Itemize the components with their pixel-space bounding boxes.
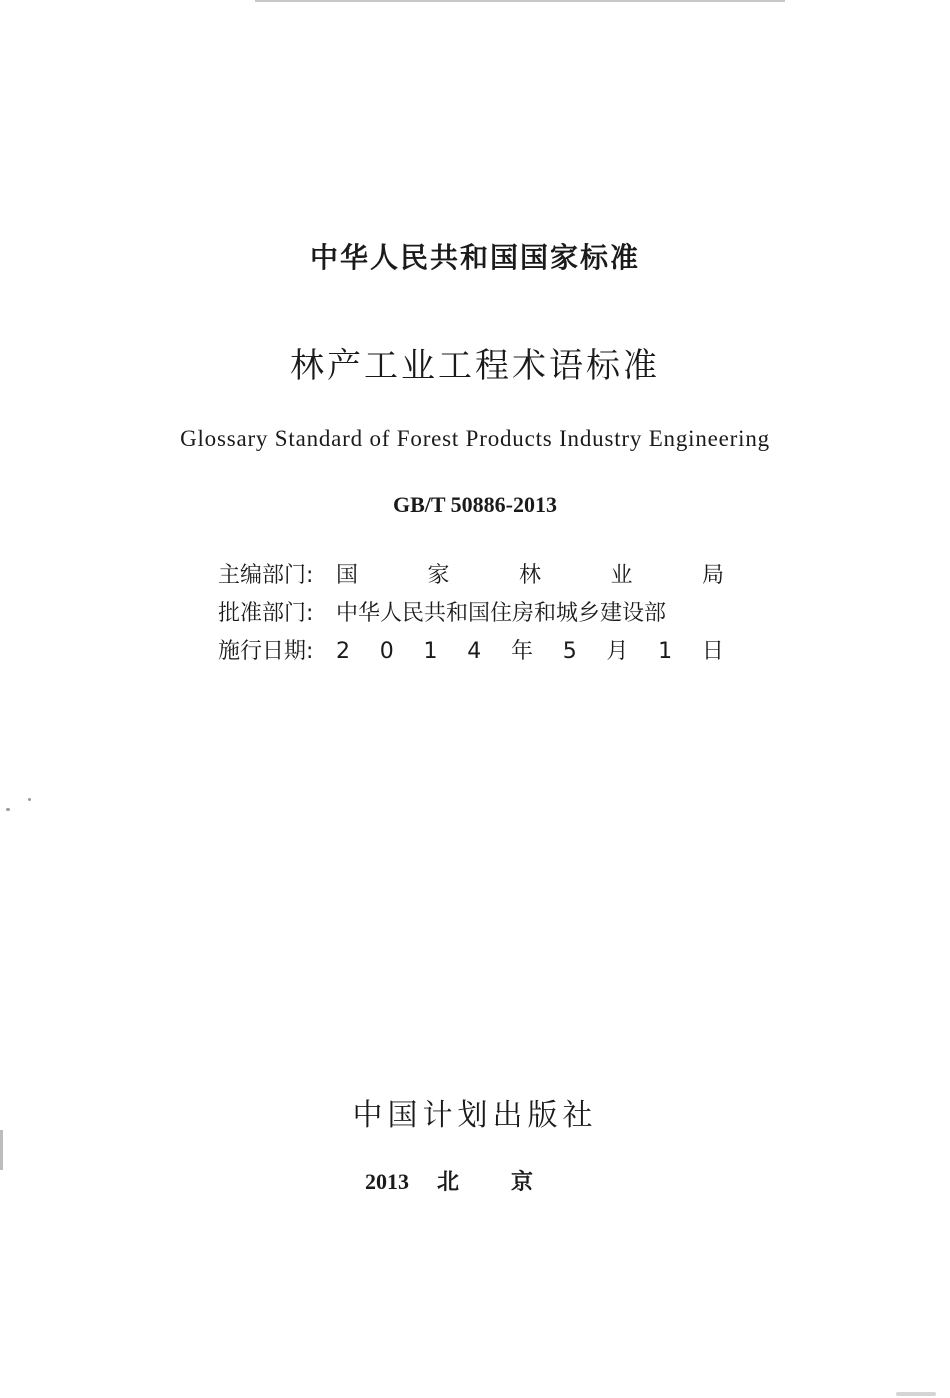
approver-label: 批准部门: — [218, 601, 314, 626]
effective-date-value — [336, 633, 724, 671]
effective-date-char: 年 — [510, 639, 533, 664]
chief-editor-label: 主编部门: — [218, 563, 314, 588]
publisher-name: 中国计划出版社 — [352, 1098, 598, 1133]
effective-date-char: 0 — [379, 639, 394, 664]
chief-editor-char: 局 — [701, 563, 724, 588]
publication-place — [0, 1165, 950, 1196]
effective-date-label: 施行日期: — [218, 639, 314, 664]
effective-date-char: 2 — [336, 639, 350, 664]
chief-editor-char: 林 — [518, 563, 541, 588]
chief-editor-row — [218, 557, 738, 595]
chief-editor-char: 业 — [610, 563, 633, 588]
effective-date-char: 5 — [562, 639, 577, 664]
chief-editor-value — [336, 557, 724, 595]
scan-edge-mark — [0, 1130, 3, 1170]
title-english: Glossary Standard of Forest Products Industry Engineering — [180, 426, 770, 451]
top-scan-rule — [255, 0, 785, 2]
effective-date-char: 月 — [606, 639, 629, 664]
publication-year: 2013 — [364, 1169, 409, 1194]
standard-code: GB/T 50886-2013 — [392, 492, 557, 517]
chief-editor-char: 国 — [336, 563, 359, 588]
publication-city: 北京 — [436, 1170, 585, 1195]
scan-speck — [28, 798, 31, 801]
effective-date-char: 1 — [423, 639, 438, 664]
national-standard-heading: 中华人民共和国国家标准 — [309, 241, 640, 274]
effective-date-char: 日 — [701, 639, 724, 664]
title-chinese: 林产工业工程术语标准 — [290, 346, 660, 386]
approver-value: 中华人民共和国住房和城乡建设部 — [336, 601, 667, 626]
effective-date-char: 1 — [658, 639, 673, 664]
scan-corner-mark — [896, 1392, 936, 1396]
approver-row — [218, 595, 738, 633]
effective-date-row — [218, 633, 738, 671]
scan-speck — [6, 808, 10, 811]
info-block — [218, 557, 738, 671]
chief-editor-char: 家 — [427, 563, 450, 588]
effective-date-char: 4 — [467, 639, 482, 664]
